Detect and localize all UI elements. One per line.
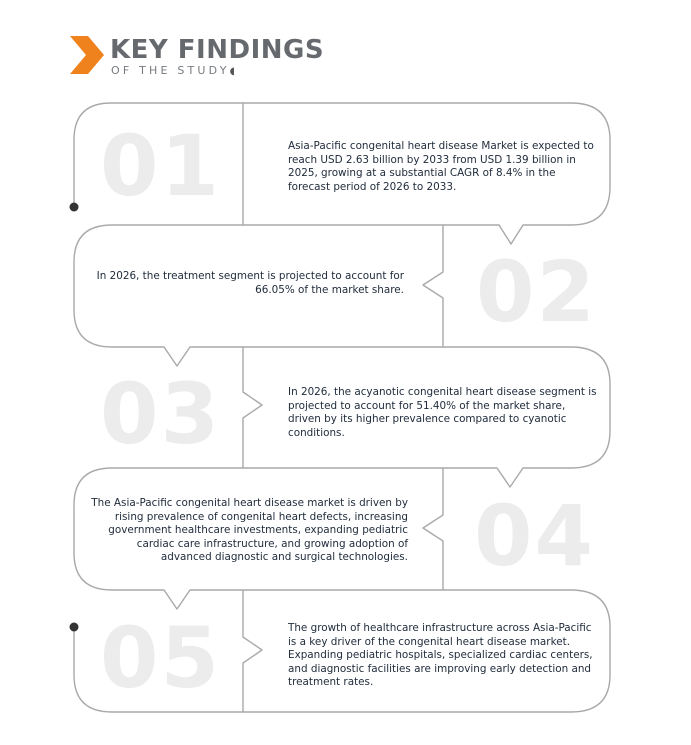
finding-text-01: Asia-Pacific congenital heart disease Market is expected to reach USD 2.63 billion by 2033 from USD 1.39 billion in 2025, growing at a substantial CAGR of 8.4% in the forecast period of 2026 to 2033.: [288, 140, 594, 193]
page-title: KEY FINDINGS: [110, 35, 325, 65]
finding-number-05: 05: [100, 609, 221, 707]
finding-number-02: 02: [476, 243, 597, 341]
finding-number-01: 01: [100, 117, 221, 215]
start-dot: [70, 203, 79, 212]
page-subtitle: OF THE STUDY◖: [111, 64, 235, 77]
finding-number-03: 03: [100, 365, 221, 463]
finding-text-03: In 2026, the acyanotic congenital heart disease segment is projected to account for 51.40% of the market share, driven by its higher prevalence compared to cyanotic conditions.: [288, 386, 597, 439]
finding-number-04: 04: [474, 487, 595, 585]
end-dot: [70, 623, 79, 632]
finding-text-04: The Asia-Pacific congenital heart disease market is driven by rising prevalence of congenital heart defects, increasing government healthcare investments, expanding pediatric cardiac care infrastructure, and growing adoption of advanced diagnostic and surgical technologies.: [91, 497, 408, 563]
finding-text-02: In 2026, the treatment segment is projected to account for 66.05% of the market share.: [96, 270, 404, 296]
finding-text-05: The growth of healthcare infrastructure across Asia-Pacific is a key driver of the congenital heart disease market. Expanding pediatric hospitals, specialized cardiac centers, and diagnostic facilities are improving early detection and treatment rates.: [288, 622, 593, 688]
